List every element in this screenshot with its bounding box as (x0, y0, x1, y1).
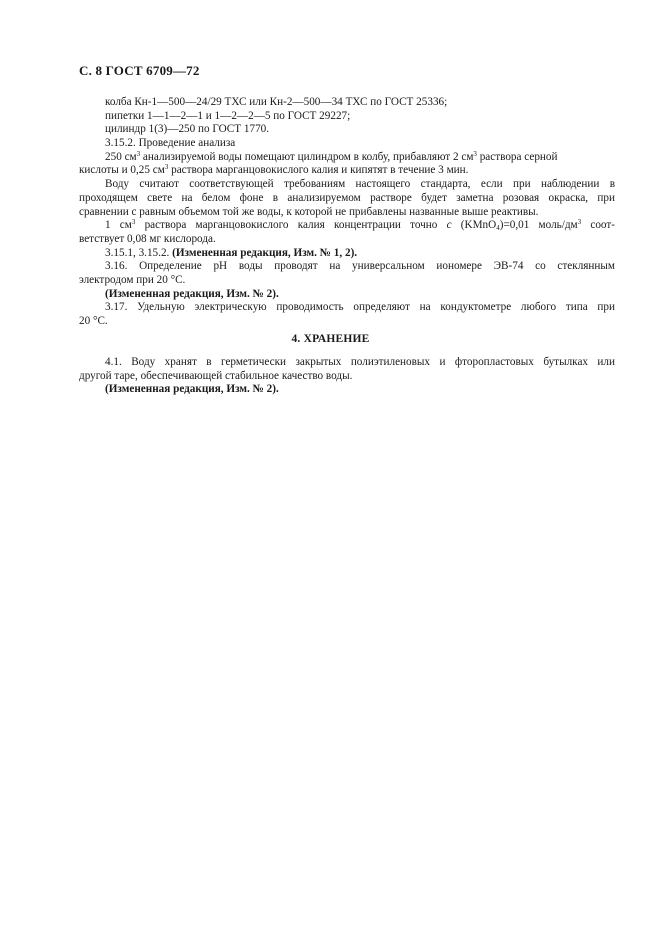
analysis-text-line-2: кислоты и 0,25 $см^3$ раствора марганцовокислого калия и кипятят в течение 3 мин. (79, 163, 469, 177)
clause-3-17-line-1: 3.17. Удельную электрическую проводимость определяют на кондуктометре любого типа при (105, 301, 615, 314)
clause-4-1-line-2: другой таре, обеспечивающей стабильное качество воды. (79, 369, 353, 382)
section-3-body (79, 96, 615, 329)
clause-3-15-2-heading: 3.15.2. Проведение анализа (105, 137, 236, 150)
clause-4-1-line-1: 4.1. Воду хранят в герметически закрытых полиэтиленовых и фторопластовых бутылках или (105, 356, 615, 368)
section-4-title: 4. ХРАНЕНИЕ (291, 333, 370, 345)
equivalence-line-2: ветствует 0,08 мг кислорода. (79, 232, 216, 245)
clause-3-16-line-2: электродом при 20 °С. (79, 273, 186, 286)
clause-3-17-line-2: 20 °С. (79, 315, 108, 327)
criteria-line-3: сравнении с равным объемом той же воды, к которой не прибавлены названные выше реактивы. (79, 205, 539, 218)
equivalence-line-1: 1 $см^3$ раствора марганцовокислого калия концентрации точно c (KMnO$_4$)=0,01 моль/$дм^3$ соот- (105, 218, 615, 233)
amendment-note-4-1: (Измененная редакция, Изм. № 2). (105, 383, 279, 396)
amendment-note-3-15: 3.15.1, 3.15.2. (Измененная редакция, Изм. № 1, 2). (105, 246, 358, 259)
equipment-pipette-line: пипетки 1—1—2—1 и 1—2—2—5 по ГОСТ 29227; (105, 109, 351, 122)
clause-3-16-line-1: 3.16. Определение pH воды проводят на универсальном иономере ЭВ-74 со стеклянным (105, 260, 615, 273)
analysis-text-line-1: 250 $см^3$ анализируемой воды помещают цилиндром в колбу, прибавляют 2 $см^3$ раствора серной (105, 149, 558, 163)
equipment-cylinder-line: цилиндр 1(3)—250 по ГОСТ 1770. (105, 123, 270, 136)
criteria-line-1: Воду считают соответствующей требованиям настоящего стандарта, если при наблюдении в (105, 178, 615, 191)
criteria-line-2: проходящем свете на белом фоне в анализируемом растворе будет заметна розовая окраска, при (79, 191, 615, 204)
section-4-body (79, 356, 615, 397)
page-header: С. 8 ГОСТ 6709—72 (79, 63, 200, 78)
equipment-flask-line: колба Кн-1—500—24/29 ТХС или Кн-2—500—34 ТХС по ГОСТ 25336; (105, 96, 448, 108)
amendment-note-3-16: (Измененная редакция, Изм. № 2). (105, 287, 279, 300)
